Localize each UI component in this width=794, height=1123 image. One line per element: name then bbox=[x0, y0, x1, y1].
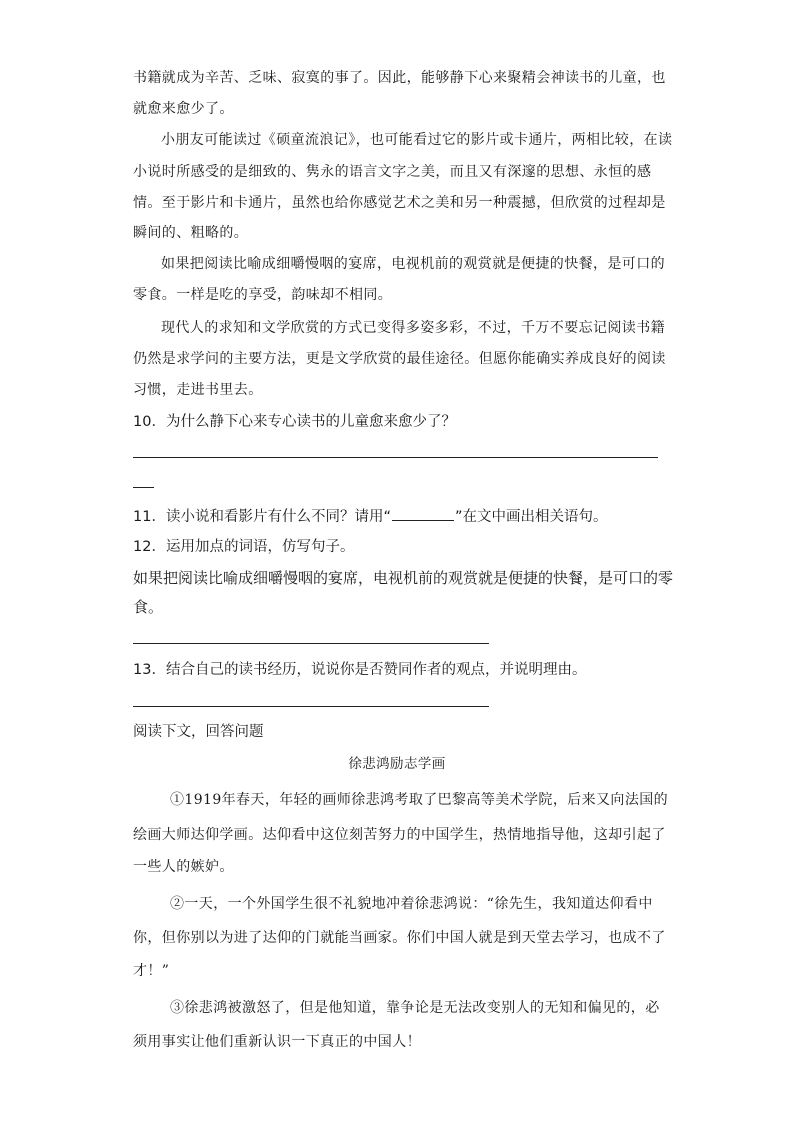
answer-line-q12[interactable] bbox=[133, 643, 489, 644]
passage-line-8: 零食。一样是吃的享受，韵味却不相同。 bbox=[133, 287, 393, 303]
article-line-6: 才！” bbox=[133, 963, 170, 979]
question-12-example-line-1: 如果把阅读比喻成细嚼慢咽的宴席，电视机前的观赏就是便捷的快餐，是可口的零 bbox=[133, 569, 674, 587]
answer-line-q13[interactable] bbox=[133, 706, 489, 707]
question-12: 12．运用加点的词语，仿写句子。 bbox=[133, 539, 355, 555]
passage-line-9: 现代人的求知和文学欣赏的方式已变得多姿多彩，不过，千万不要忘记阅读书籍 bbox=[161, 320, 665, 336]
passage-line-4: 小说时所感受的是细致的、隽永的语言文字之美，而且又有深邃的思想、永恒的感 bbox=[133, 164, 652, 180]
article-line-8: 须用事实让他们重新认识一下真正的中国人！ bbox=[133, 1034, 421, 1050]
passage-line-7: 如果把阅读比喻成细嚼慢咽的宴席，电视机前的观赏就是便捷的快餐，是可口的 bbox=[161, 256, 665, 272]
passage-line-6: 瞬间的、粗略的。 bbox=[133, 225, 249, 241]
question-11 bbox=[133, 506, 607, 527]
passage-line-1: 书籍就成为辛苦、乏味、寂寞的事了。因此，能够静下心来聚精会神读书的儿童，也 bbox=[133, 70, 666, 86]
answer-line-q10[interactable] bbox=[133, 457, 658, 458]
question-11-blank[interactable] bbox=[392, 506, 454, 521]
article-line-2: 绘画大师达仰学画。达仰看中这位刻苦努力的中国学生，热情地指导他，这却引起了 bbox=[133, 827, 666, 843]
passage-line-3: 小朋友可能读过《硕童流浪记》，也可能看过它的影片或卡通片，两相比较，在读 bbox=[161, 132, 673, 148]
passage-line-2: 就愈来愈少了。 bbox=[133, 101, 234, 117]
article-line-7: ③徐悲鸿被激怒了，但是他知道，靠争论是无法改变别人的无知和偏见的，必 bbox=[170, 1000, 660, 1016]
article-title: 徐悲鸿励志学画 bbox=[348, 756, 446, 772]
article-line-1: ①1919年春天，年轻的画师徐悲鸿考取了巴黎高等美术学院，后来又向法国的 bbox=[170, 792, 669, 808]
question-11-text: 11．读小说和看影片有什么不同？请用“ bbox=[133, 509, 391, 525]
question-10: 10．为什么静下心来专心读书的儿童愈来愈少了？ bbox=[133, 414, 456, 430]
passage-line-11: 习惯，走进书里去。 bbox=[133, 382, 263, 398]
question-11-text-end: ”在文中画出相关语句。 bbox=[454, 509, 608, 525]
article-line-4: ②一天，一个外国学生很不礼貌地冲着徐悲鸿说：“徐先生，我知道达仰看中 bbox=[170, 896, 653, 912]
article-line-5: 你，但你别以为进了达仰的门就能当画家。你们中国人就是到天堂去学习，也成不了 bbox=[133, 930, 666, 946]
question-13: 13．结合自己的读书经历，说说你是否赞同作者的观点，并说明理由。 bbox=[133, 662, 587, 678]
passage-line-10: 仍然是求学问的主要方法，更是文学欣赏的最佳途径。但愿你能确实养成良好的阅读 bbox=[133, 351, 666, 367]
answer-line-q10-tail[interactable] bbox=[133, 487, 154, 488]
question-12-example-line-2: 食。 bbox=[133, 598, 164, 616]
section-instruction: 阅读下文，回答问题 bbox=[133, 724, 264, 740]
passage-line-5: 情。至于影片和卡通片，虽然也给你感觉艺术之美和另一种震撼，但欣赏的过程却是 bbox=[133, 195, 666, 211]
article-line-3: 一些人的嫉妒。 bbox=[133, 859, 234, 875]
